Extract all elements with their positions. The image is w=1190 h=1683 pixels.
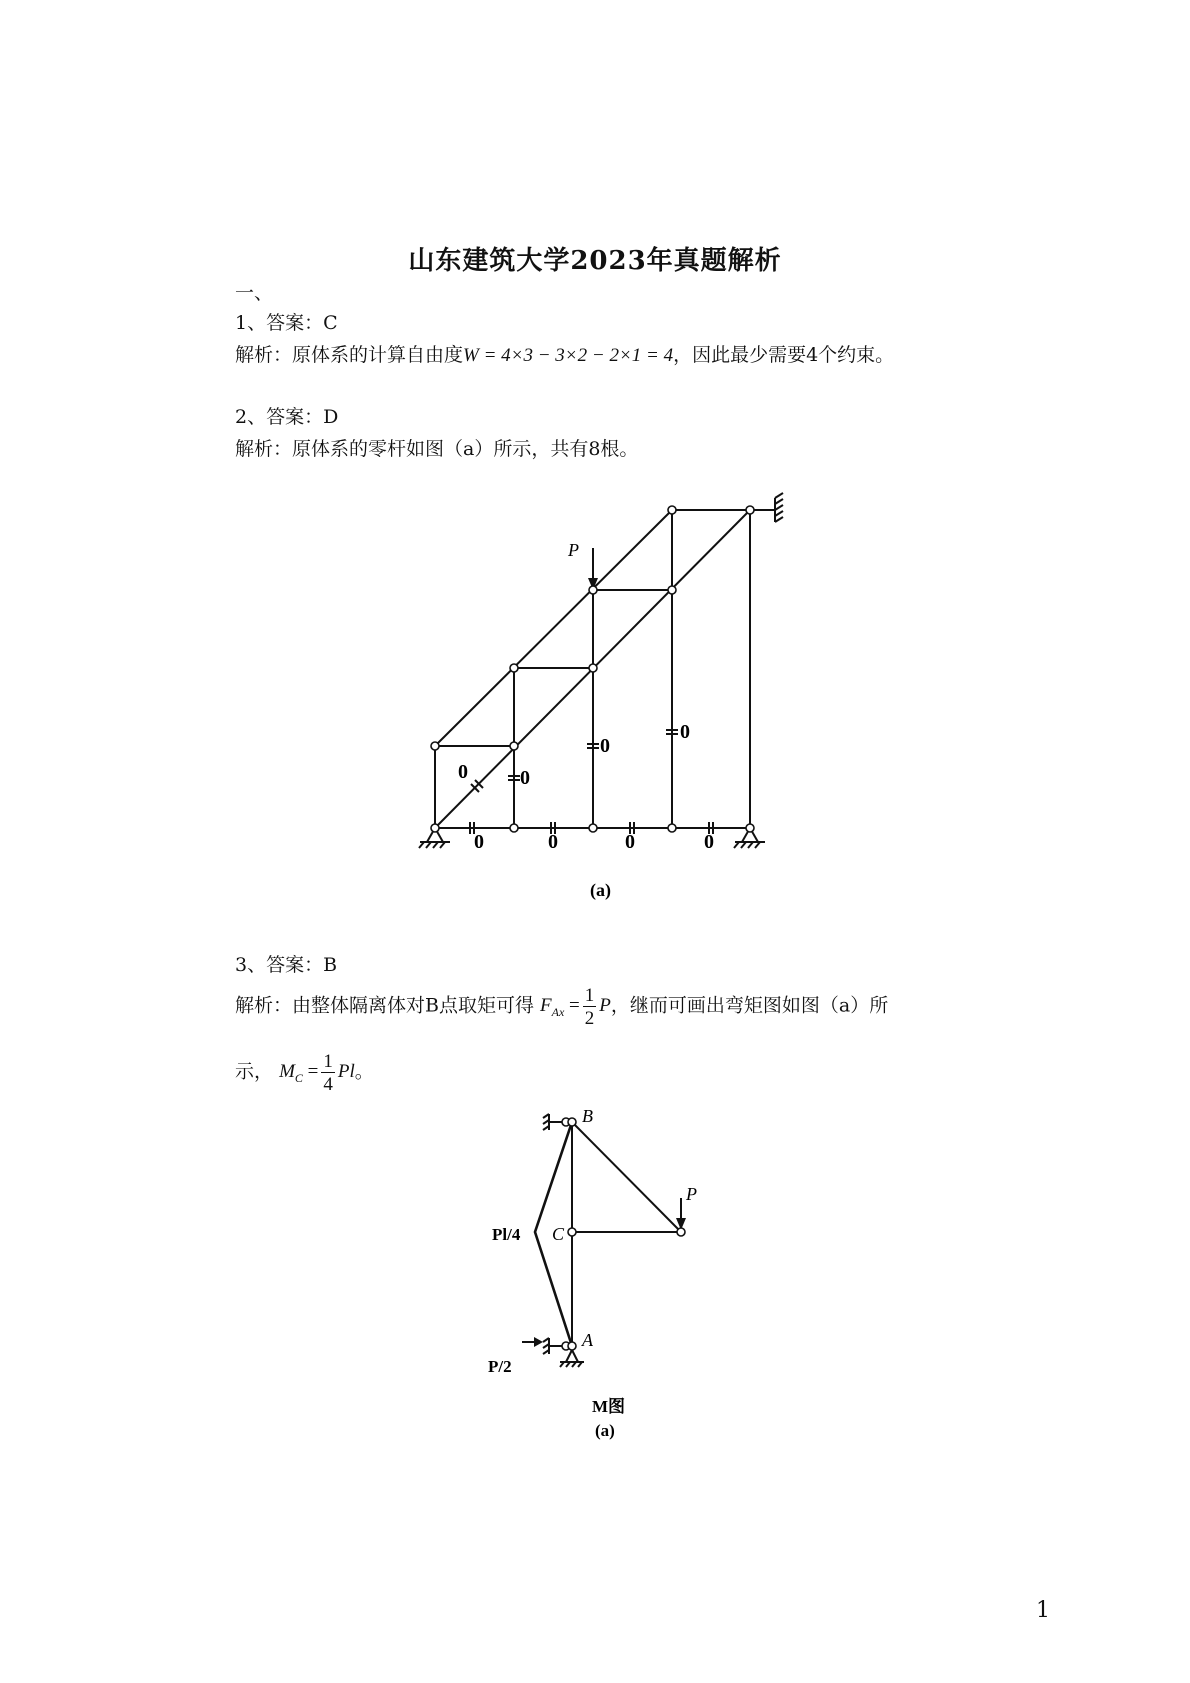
frame-label-B: B (582, 1106, 593, 1126)
zero-label-2: 0 (520, 767, 530, 789)
zero-label-6: 0 (548, 831, 558, 853)
mc-numerator: 1 (323, 1051, 333, 1072)
q2-analysis: 解析：原体系的零杆如图（a）所示，共有8根。 (235, 438, 639, 460)
q1-formula: W = 4×3 − 3×2 − 2×1 = 4 (463, 345, 674, 366)
truss-load-label: P (568, 540, 579, 560)
page-title: 山东建筑大学2023年真题解析 (408, 246, 782, 276)
fax-symbol: F (540, 995, 552, 1017)
fax-subscript: Ax (551, 1005, 565, 1020)
q1-analysis-prefix: 解析：原体系的计算自由度 (235, 344, 464, 366)
zero-label-3: 0 (600, 735, 610, 757)
zero-label-8: 0 (704, 831, 714, 853)
q3-analysis-prefix: 解析：由整体隔离体对B点取矩可得 (235, 994, 534, 1017)
hw-caption-sub: (a) (595, 1421, 615, 1440)
mc-equals: = (307, 1061, 319, 1083)
truss-caption: (a) (590, 880, 611, 900)
hw-reaction-value: P/2 (488, 1357, 512, 1376)
hw-moment-value: Pl/4 (492, 1225, 521, 1244)
frame-label-C: C (552, 1224, 565, 1244)
fax-denominator: 2 (584, 1008, 595, 1029)
mc-subscript: C (294, 1071, 303, 1086)
q3-line2-prefix: 示， (235, 1060, 274, 1083)
zero-label-5: 0 (474, 831, 484, 853)
fax-rhs: P (599, 995, 611, 1017)
q3-analysis-suffix: ，继而可画出弯矩图如图（a）所 (610, 994, 889, 1017)
zero-label-4: 0 (680, 721, 690, 743)
section-heading: 一、 (235, 282, 274, 304)
q3-line2-suffix: 。 (354, 1060, 374, 1083)
zero-label-7: 0 (625, 831, 635, 853)
hw-caption: M图 (592, 1397, 626, 1416)
page-number: 1 (1036, 1598, 1050, 1623)
fax-numerator: 1 (584, 985, 595, 1006)
frame-label-A: A (582, 1330, 593, 1350)
q1-analysis-suffix: ，因此最少需要4个约束。 (673, 344, 895, 366)
mc-denominator: 4 (323, 1074, 333, 1095)
fax-equals: = (569, 995, 580, 1017)
q1-answer: 1、答案：C (235, 312, 338, 334)
frame-label-P: P (686, 1184, 697, 1204)
mc-symbol: M (279, 1061, 295, 1083)
mc-rhs: Pl (337, 1061, 355, 1083)
q3-answer: 3、答案：B (235, 954, 338, 976)
q2-answer: 2、答案：D (235, 406, 339, 428)
zero-label-1: 0 (458, 761, 468, 783)
